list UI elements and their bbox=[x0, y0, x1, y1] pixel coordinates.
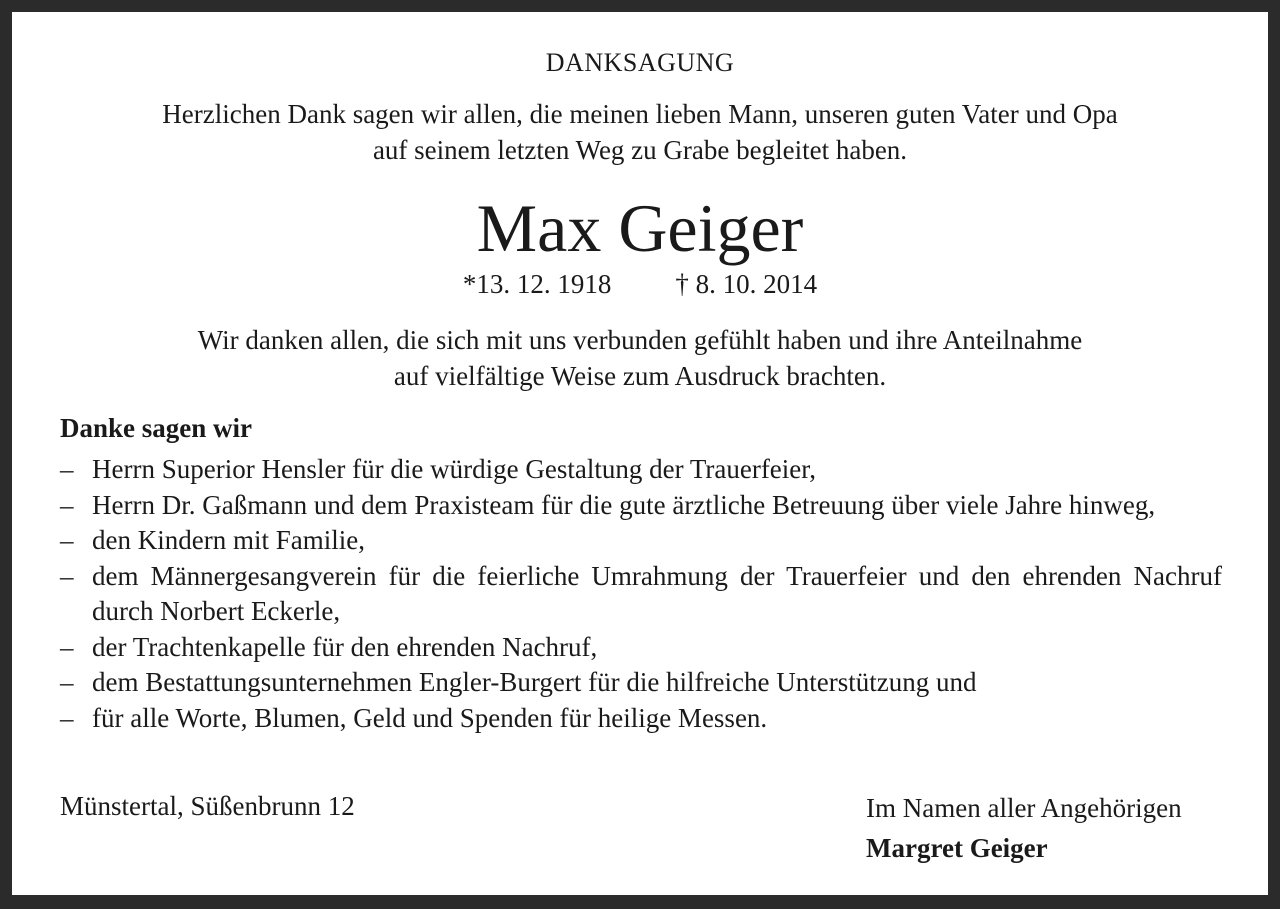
dash-bullet: – bbox=[60, 631, 74, 662]
list-item-text: den Kindern mit Familie, bbox=[92, 525, 365, 555]
intro-text bbox=[12, 96, 1268, 168]
list-item-text: dem Bestattungsunternehmen Engler-Burgert für die hilfreiche Unterstützung und bbox=[92, 667, 977, 697]
list-item bbox=[60, 488, 1222, 524]
thanks-text bbox=[12, 322, 1268, 394]
address: Münstertal, Süßenbrunn 12 bbox=[60, 791, 355, 821]
on-behalf-text: Im Namen aller Angehörigen bbox=[866, 793, 1182, 823]
list-item bbox=[60, 665, 1222, 701]
intro-line: Herzlichen Dank sagen wir allen, die meinen lieben Mann, unseren guten Vater und Opa bbox=[162, 99, 1118, 129]
death-date: † 8. 10. 2014 bbox=[675, 269, 818, 299]
signer-name: Margret Geiger bbox=[866, 833, 1048, 863]
dash-bullet: – bbox=[60, 560, 74, 591]
thanks-line: auf vielfältige Weise zum Ausdruck brachten. bbox=[393, 361, 887, 391]
list-item-text: Herrn Superior Hensler für die würdige Gestaltung der Trauerfeier, bbox=[92, 454, 816, 484]
list-item bbox=[60, 559, 1222, 630]
list-item-text: für alle Worte, Blumen, Geld und Spenden für heilige Messen. bbox=[92, 702, 768, 733]
intro-line: auf seinem letzten Weg zu Grabe begleitet haben. bbox=[372, 135, 908, 165]
list-item-text: dem Männergesangverein für die feierliche Umrahmung der Trauerfeier und den ehrenden Nachruf durch Norbert Eckerle, bbox=[92, 560, 1222, 626]
thanks-line: Wir danken allen, die sich mit uns verbunden gefühlt haben und ihre Anteilnahme bbox=[197, 325, 1083, 355]
deceased-name: Max Geiger bbox=[476, 190, 804, 266]
signature-block bbox=[866, 788, 1182, 868]
list-item bbox=[60, 701, 1222, 737]
dash-bullet: – bbox=[60, 702, 74, 733]
life-dates bbox=[12, 266, 1268, 302]
notice-title: DANKSAGUNG bbox=[545, 48, 735, 77]
list-item bbox=[60, 523, 1222, 559]
list-heading: Danke sagen wir bbox=[60, 413, 253, 443]
birth-date: *13. 12. 1918 bbox=[462, 269, 612, 299]
list-item bbox=[60, 630, 1222, 666]
list-item-text: Herrn Dr. Gaßmann und dem Praxisteam für die gute ärztliche Betreuung über viele Jahre hinweg, bbox=[92, 489, 1156, 520]
dash-bullet: – bbox=[60, 454, 74, 484]
dash-bullet: – bbox=[60, 489, 74, 520]
dash-bullet: – bbox=[60, 667, 74, 697]
obituary-notice bbox=[12, 12, 1268, 895]
list-item-text: der Trachtenkapelle für den ehrenden Nachruf, bbox=[92, 631, 598, 662]
thanks-list bbox=[60, 452, 1222, 736]
dash-bullet: – bbox=[60, 525, 74, 555]
list-item bbox=[60, 452, 1222, 488]
